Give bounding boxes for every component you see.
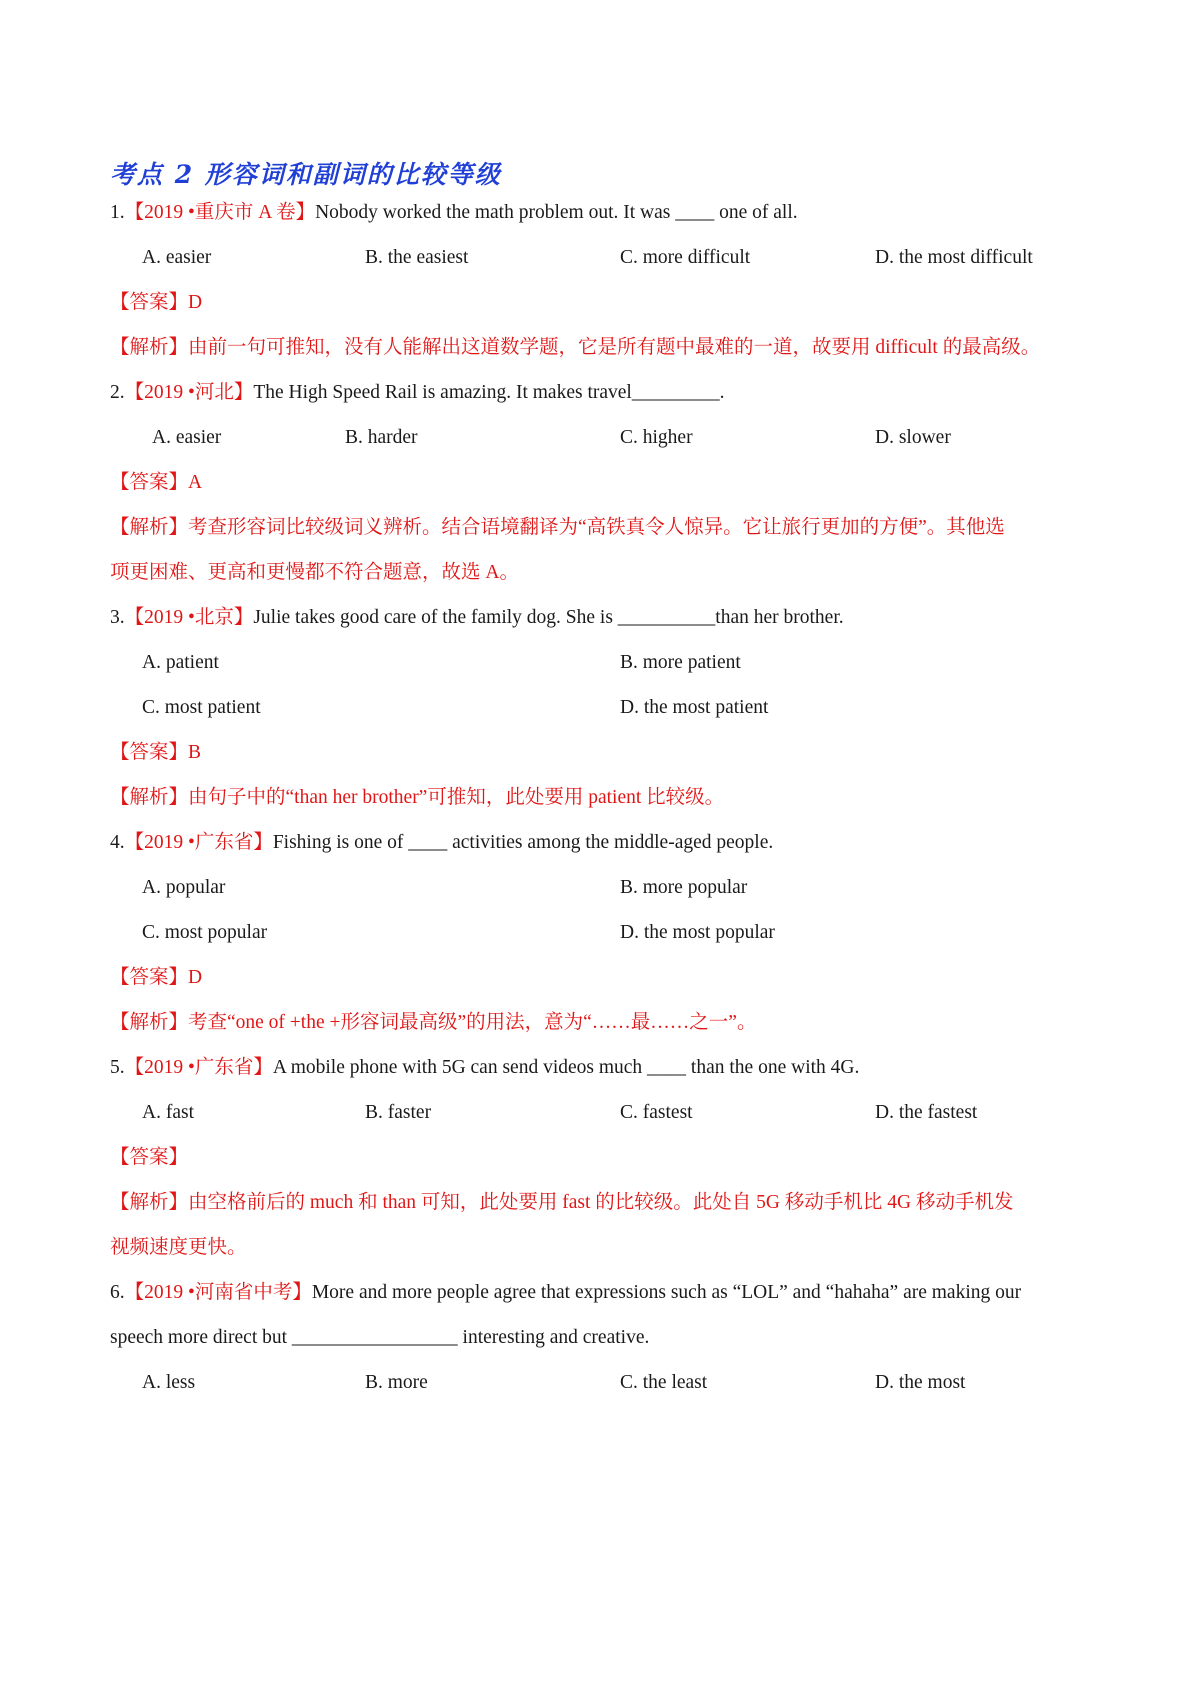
question-source: 【2019 •河南省中考】 (124, 1282, 312, 1303)
option-b: B. more (365, 1372, 428, 1393)
question-text: More and more people agree that expressions such as “LOL” and “hahaha” are making our (311, 1282, 1022, 1303)
question-5-stem (110, 1055, 859, 1081)
question-number: 1. (110, 202, 125, 223)
question-text: Nobody worked the math problem out. It was ____ one of all. (315, 202, 798, 223)
answer: 【答案】B (110, 742, 202, 763)
section-title: 考点 2 形容词和副词的比较等级 (110, 160, 502, 189)
option-a: A. less (142, 1372, 196, 1393)
question-source: 【2019 •广东省】 (124, 832, 273, 853)
question-2-stem (110, 380, 724, 406)
question-text: A mobile phone with 5G can send videos much ____ than the one with 4G. (272, 1057, 860, 1078)
option-d: D. the most popular (620, 922, 775, 943)
analysis-line: 【解析】由句子中的“than her brother”可推知，此处要用 patient 比较级。 (110, 787, 725, 808)
analysis-line: 视频速度更快。 (110, 1237, 247, 1258)
question-source: 【2019 •重庆市 A 卷】 (124, 202, 316, 223)
question-text: Fishing is one of ____ activities among the middle-aged people. (272, 832, 774, 853)
question-4-stem (110, 830, 773, 856)
option-a: A. easier (142, 247, 212, 268)
option-c: C. higher (620, 427, 693, 448)
analysis-line: 【解析】考查形容词比较级词义辨析。结合语境翻译为“高铁真令人惊异。它让旅行更加的方便”。其他选 (110, 517, 1005, 538)
option-c: C. most patient (142, 697, 261, 718)
question-number: 5. (110, 1057, 125, 1078)
question-number: 3. (110, 607, 125, 628)
option-a: A. easier (152, 427, 222, 448)
question-3-stem (110, 605, 844, 631)
option-d: D. the most patient (620, 697, 769, 718)
option-c: C. the least (620, 1372, 708, 1393)
option-d: D. slower (875, 427, 951, 448)
option-b: B. the easiest (365, 247, 469, 268)
option-c: C. most popular (142, 922, 268, 943)
option-b: B. more popular (620, 877, 748, 898)
option-a: A. popular (142, 877, 226, 898)
option-c: C. fastest (620, 1102, 693, 1123)
question-number: 6. (110, 1282, 125, 1303)
analysis-line: 【解析】由前一句可推知，没有人能解出这道数学题，它是所有题中最难的一道，故要用 difficult 的最高级。 (110, 337, 1041, 358)
question-1-stem (110, 200, 798, 226)
question-text: The High Speed Rail is amazing. It makes travel_________. (253, 382, 725, 403)
analysis-line: 项更困难、更高和更慢都不符合题意，故选 A。 (110, 562, 519, 583)
question-number: 4. (110, 832, 125, 853)
option-a: A. fast (142, 1102, 194, 1123)
question-source: 【2019 •河北】 (124, 382, 254, 403)
option-c: C. more difficult (620, 247, 751, 268)
answer: 【答案】 (110, 1147, 189, 1168)
option-d: D. the most difficult (875, 247, 1033, 268)
question-source: 【2019 •广东省】 (124, 1057, 273, 1078)
analysis-line: 【解析】由空格前后的 much 和 than 可知，此处要用 fast 的比较级。此处自 5G 移动手机比 4G 移动手机发 (110, 1192, 1014, 1213)
answer: 【答案】D (110, 967, 203, 988)
question-source: 【2019 •北京】 (124, 607, 254, 628)
option-a: A. patient (142, 652, 219, 673)
analysis-line: 【解析】考查“one of +the +形容词最高级”的用法，意为“……最……之一”。 (110, 1012, 757, 1033)
option-d: D. the most (875, 1372, 966, 1393)
answer: 【答案】A (110, 472, 203, 493)
option-b: B. faster (365, 1102, 432, 1123)
answer: 【答案】D (110, 292, 203, 313)
question-6-stem (110, 1280, 1021, 1306)
question-text: Julie takes good care of the family dog. She is __________than her brother. (253, 607, 844, 628)
option-b: B. more patient (620, 652, 741, 673)
question-6-stem-continued: speech more direct but _________________ interesting and creative. (110, 1327, 650, 1348)
question-number: 2. (110, 382, 125, 403)
option-b: B. harder (345, 427, 418, 448)
option-d: D. the fastest (875, 1102, 978, 1123)
